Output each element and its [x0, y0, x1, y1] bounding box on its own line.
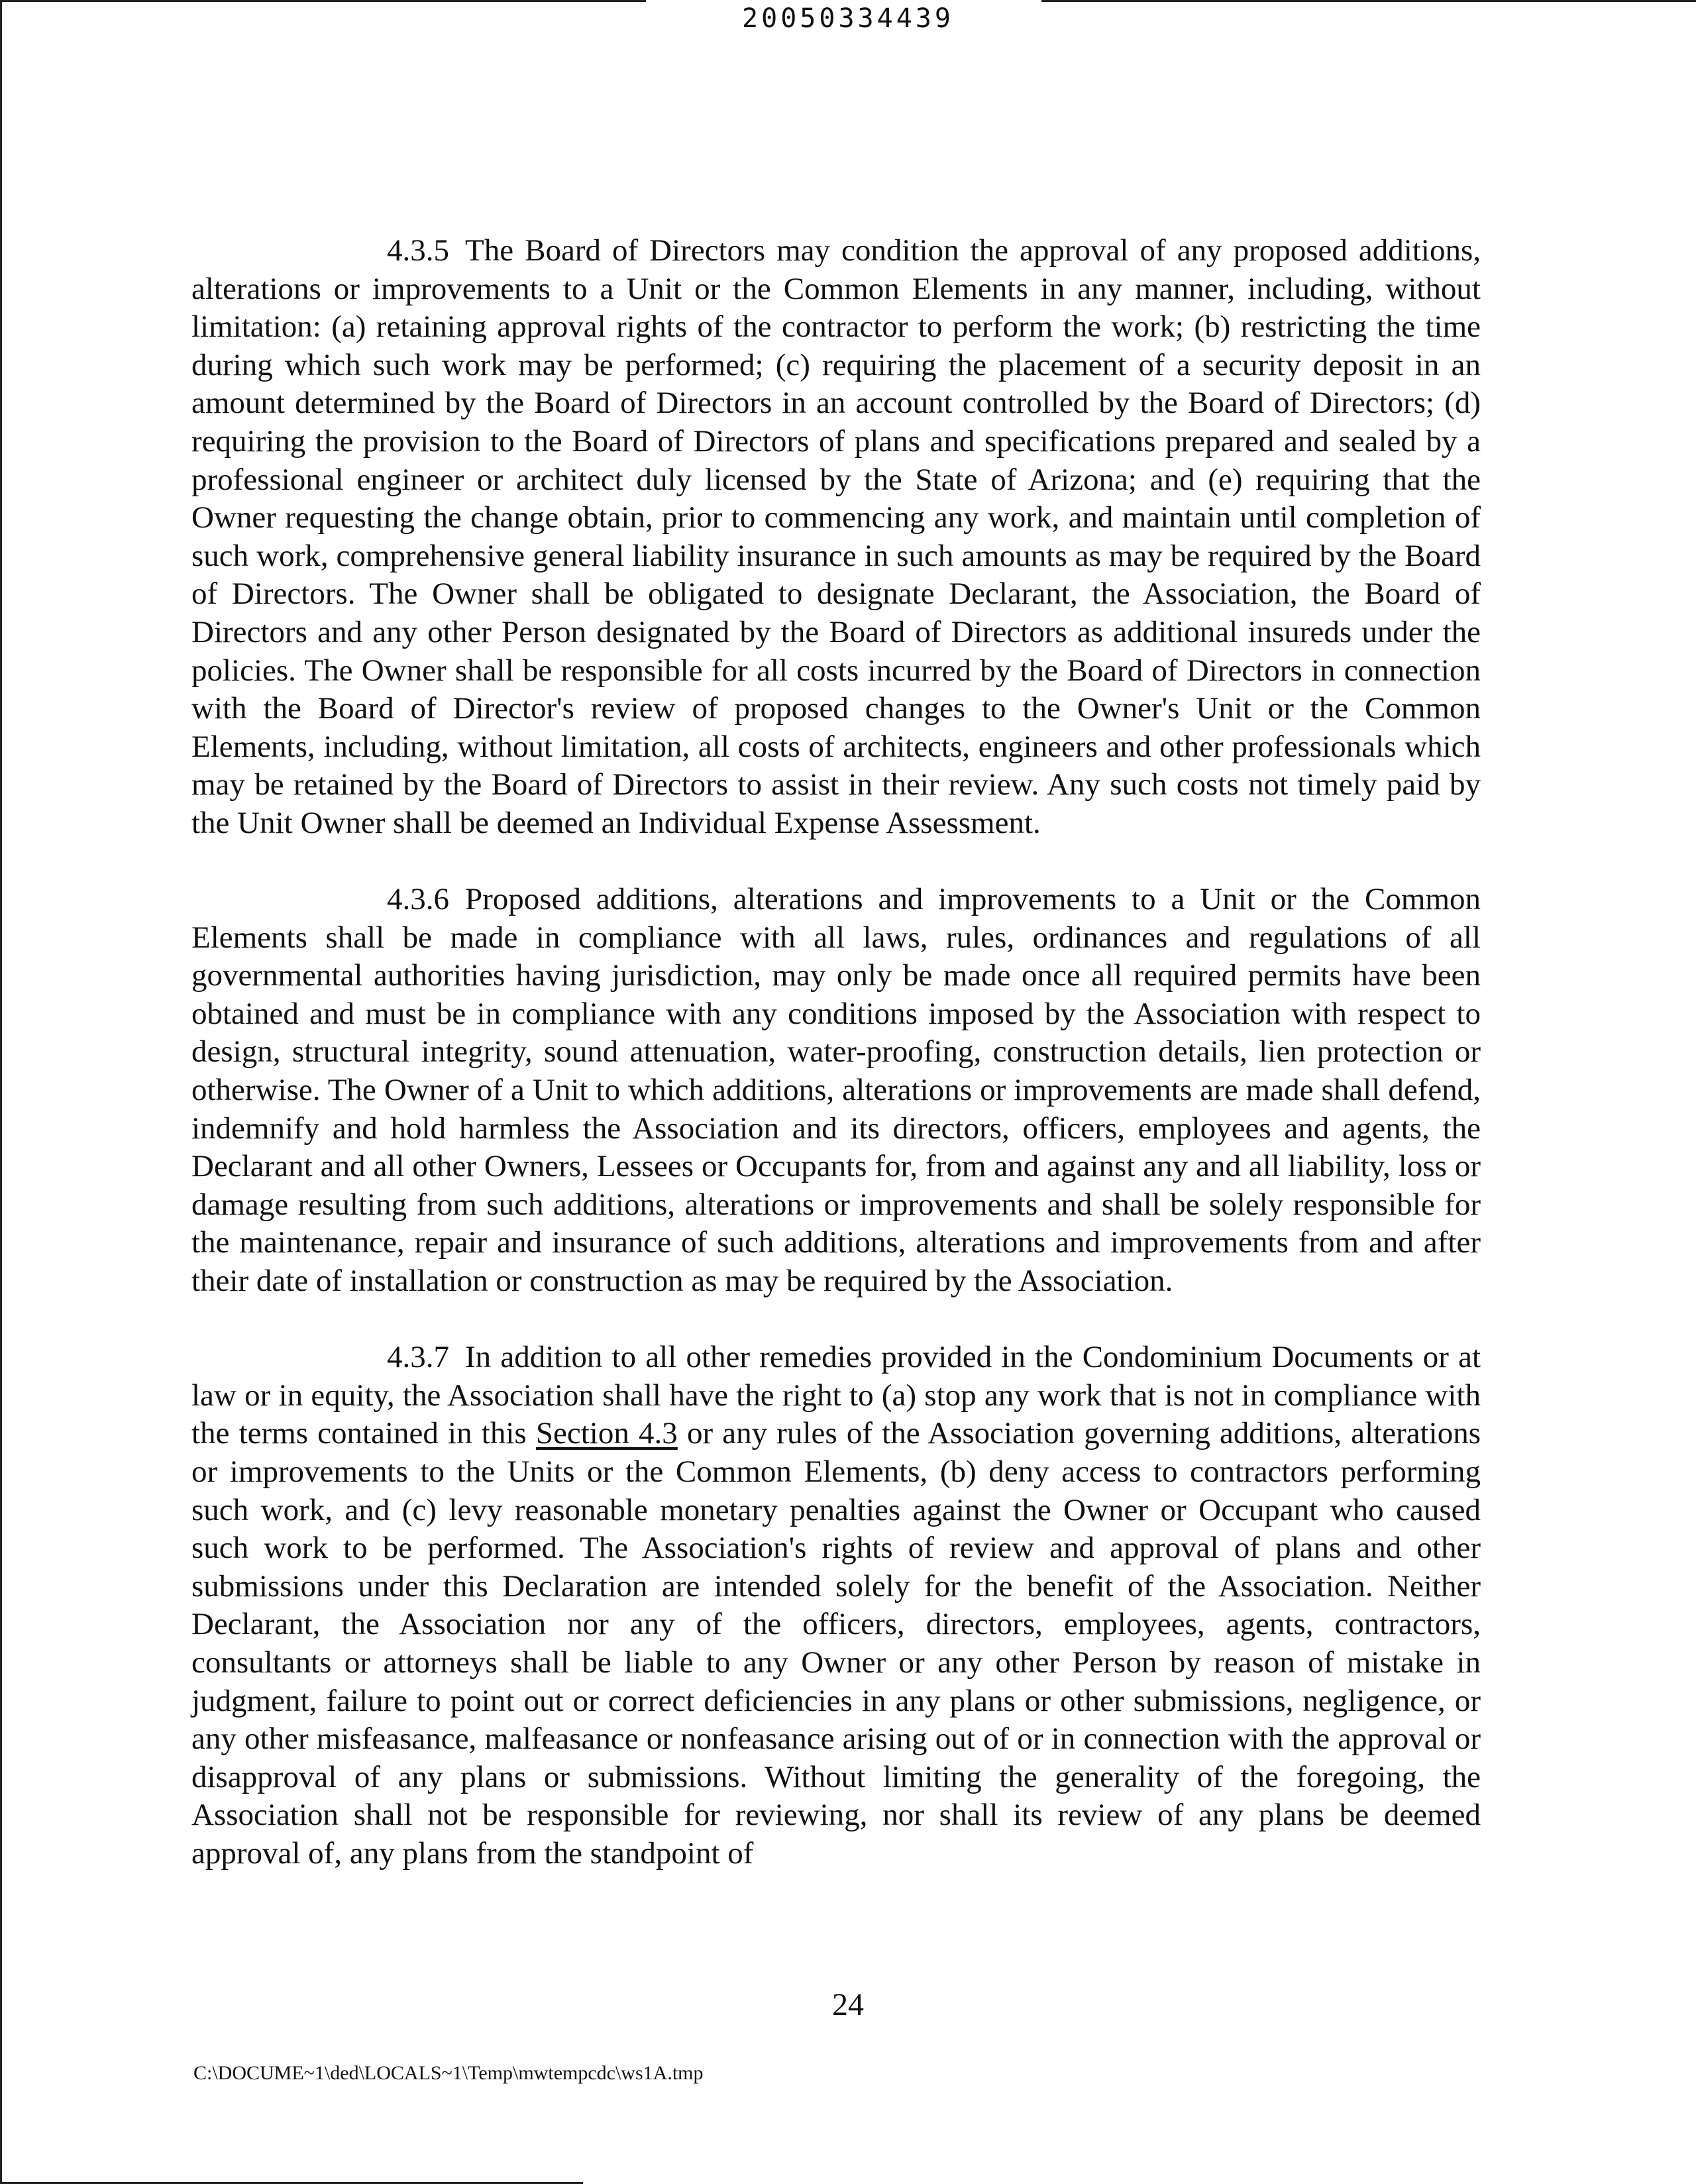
document-body — [191, 232, 1481, 1911]
file-path: C:\DOCUME~1\ded\LOCALS~1\Temp\mwtempcdc\ws1A.tmp — [193, 2062, 704, 2084]
paragraph-4-3-5 — [191, 232, 1481, 843]
record-number: 20050334439 — [742, 3, 954, 34]
paragraph-4-3-6 — [191, 881, 1481, 1301]
page-number: 24 — [832, 1987, 864, 2022]
paragraph-4-3-7 — [191, 1338, 1481, 1873]
section-reference-link[interactable]: Section 4.3 — [535, 1416, 678, 1451]
section-number: 4.3.6 — [387, 882, 449, 917]
paragraph-text: The Board of Directors may condition the approval of any proposed additions, alterations or improvements to a Unit or the Common Elements in any manner, including, without limitation: (a) retaining approval rights of the contractor to perform the work; (b) restricting the time during which such work may be performed; (c) requiring the placement of a security deposit in an amount determined by the Board of Directors in an account controlled by the Board of Directors; (d) requiring the provision to the Board of Directors of plans and specifications prepared and sealed by a professional engineer or architect duly licensed by the State of Arizona; and (e) requiring that the Owner requesting the change obtain, prior to commencing any work, and maintain until completion of such work, comprehensive general liability insurance in such amounts as may be required by the Board of Directors. The Owner shall be obligated to designate Declarant, the Association, the Board of Directors and any other Person designated by the Board of Directors as additional insureds under the policies. The Owner shall be responsible for all costs incurred by the Board of Directors in connection with the Board of Director's review of proposed changes to the Owner's Unit or the Common Elements, including, without limitation, all costs of architects, engineers and other professionals which may be retained by the Board of Directors to assist in their review. Any such costs not timely paid by the Unit Owner shall be deemed an Individual Expense Assessment. — [191, 233, 1481, 840]
paragraph-text-after-reference: or any rules of the Association governing additions, alterations or improvements to the Units or the Common Elements, (b) deny access to contractors performing such work, and (c) levy reasonable monetary penalties against the Owner or Occupant who caused such work to be performed. The Association's rights of review and approval of plans and other submissions under this Declaration are intended solely for the benefit of the Association. Neither Declarant, the Association nor any of the officers, directors, employees, agents, contractors, consultants or attorneys shall be liable to any Owner or any other Person by reason of mistake in judgment, failure to point out or correct deficiencies in any plans or other submissions, negligence, or any other misfeasance, malfeasance or nonfeasance arising out of or in connection with the approval or disapproval of any plans or submissions. Without limiting the generality of the foregoing, the Association shall not be responsible for reviewing, nor shall its review of any plans be deemed approval of, any plans from the standpoint of — [191, 1416, 1481, 1871]
section-number: 4.3.7 — [387, 1340, 449, 1375]
section-number: 4.3.5 — [387, 233, 449, 268]
left-scan-edge — [0, 0, 2, 2184]
paragraph-text-before-reference: In addition to all other remedies provided in the Condominium Documents or at law or in equity, the Association shall have the right to (a) stop any work that is not in compliance with the terms contained in this — [191, 1340, 1481, 1451]
paragraph-text: Proposed additions, alterations and improvements to a Unit or the Common Elements shall be made in compliance with all laws, rules, ordinances and regulations of all governmental authorities having jurisdiction, may only be made once all required permits have been obtained and must be in compliance with any conditions imposed by the Association with respect to design, structural integrity, sound attenuation, water-proofing, construction details, lien protection or otherwise. The Owner of a Unit to which additions, alterations or improvements are made shall defend, indemnify and hold harmless the Association and its directors, officers, employees and agents, the Declarant and all other Owners, Lessees or Occupants for, from and against any and all liability, loss or damage resulting from such additions, alterations or improvements and shall be solely responsible for the maintenance, repair and insurance of such additions, alterations and improvements from and after their date of installation or construction as may be required by the Association. — [191, 882, 1481, 1299]
